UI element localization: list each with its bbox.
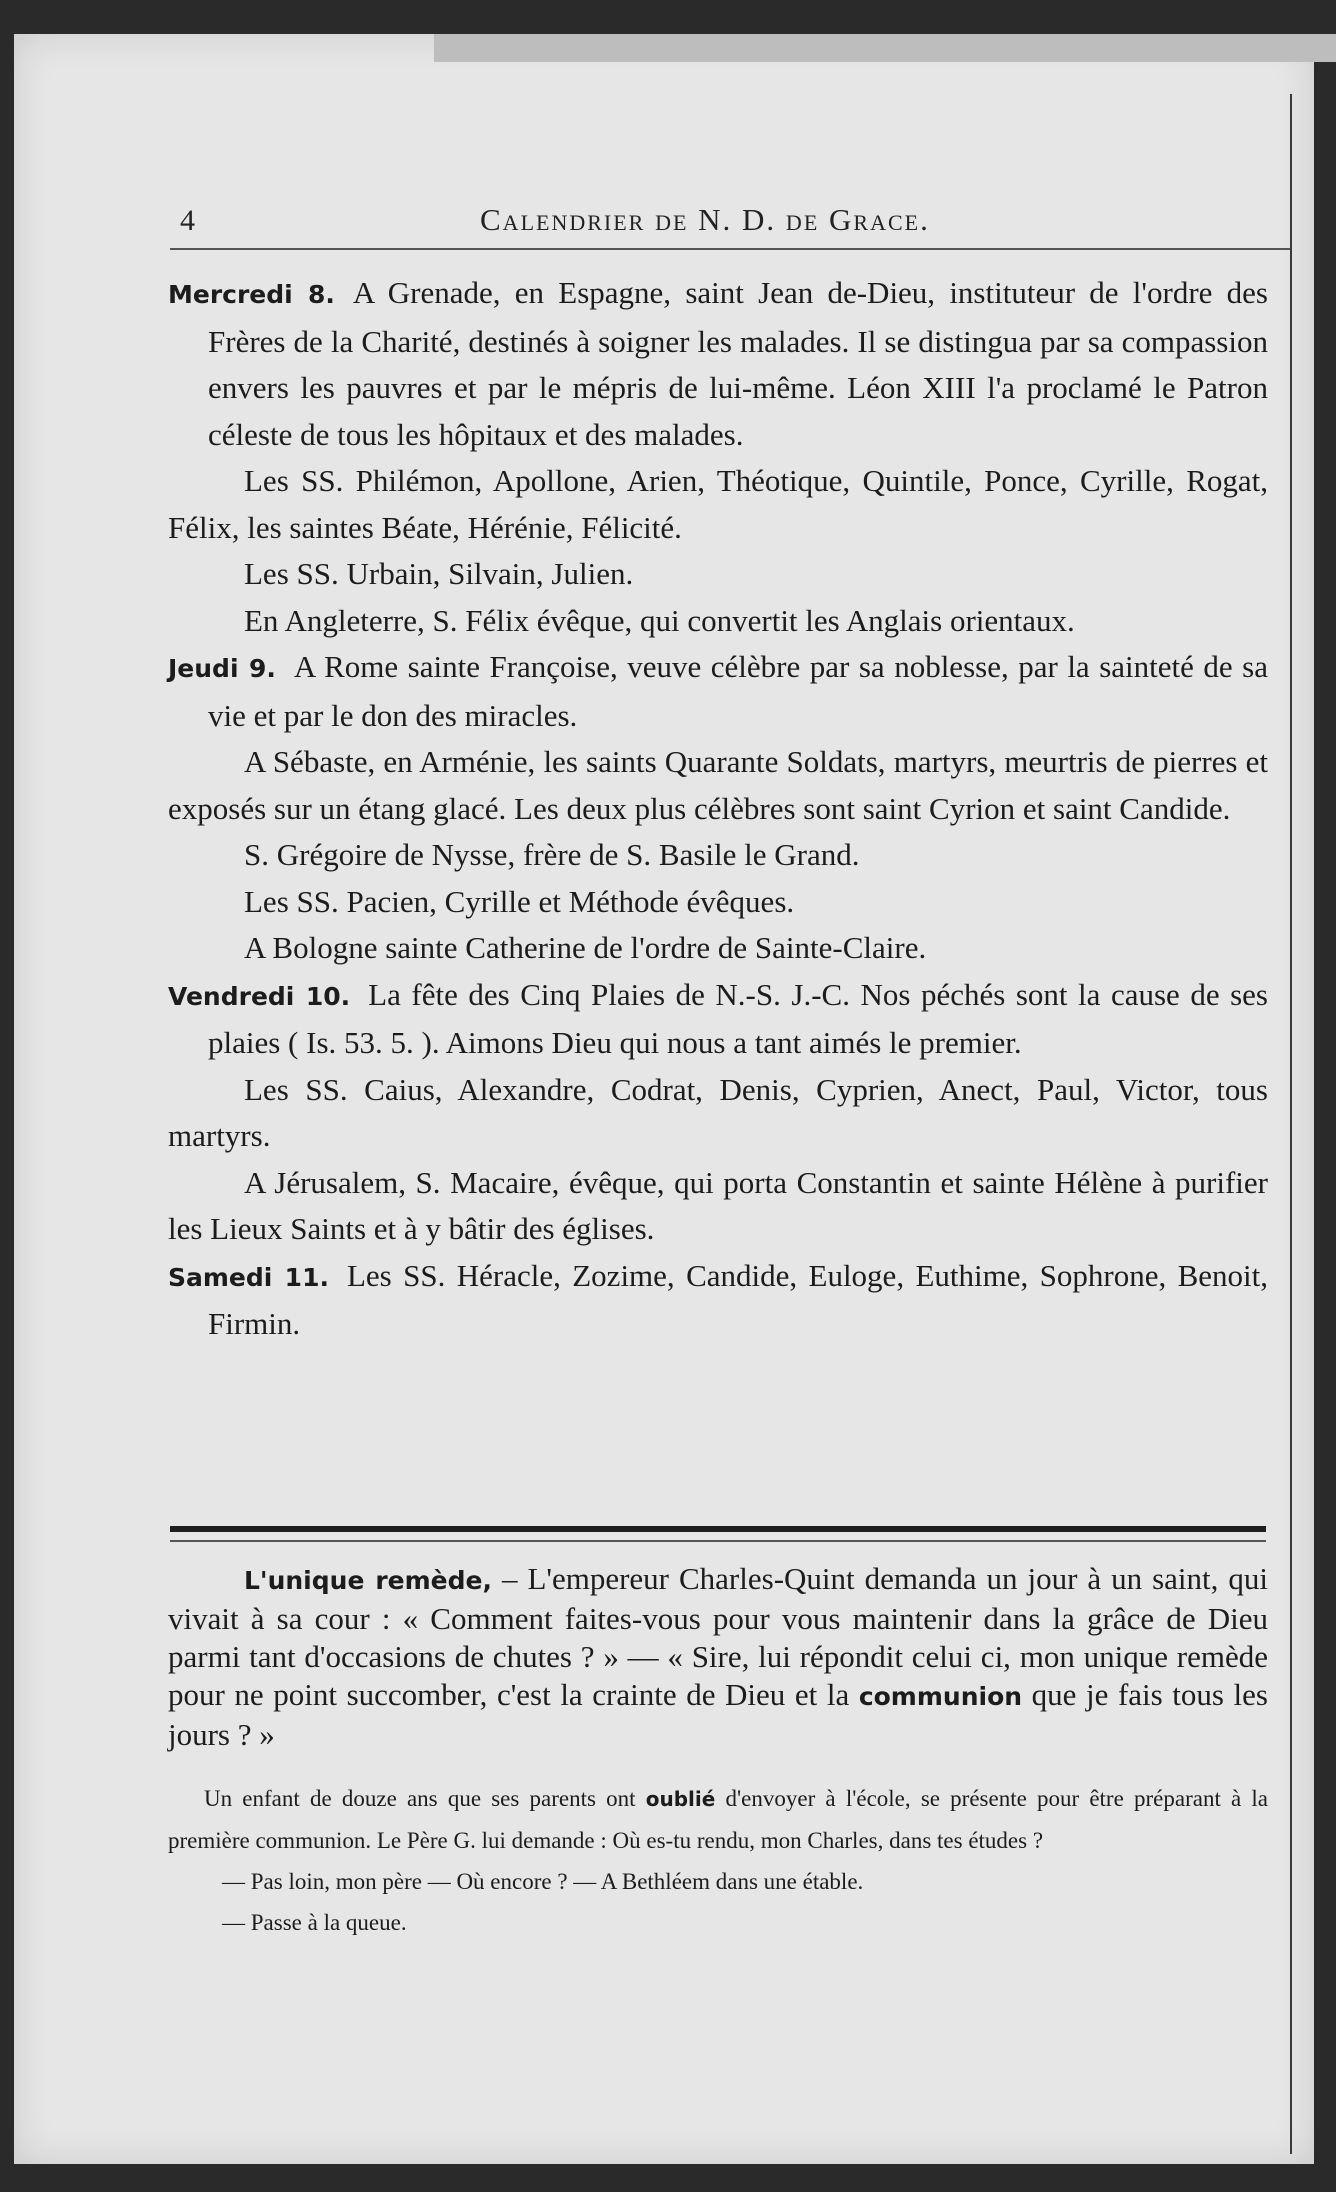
entry-text: A Sébaste, en Arménie, les saints Quarante Soldats, martyrs, meurtris de pierres et exposés sur un étang glacé. Les deux plus célèbres sont saint Cyrion et saint Candide. <box>168 744 1268 826</box>
entry-text: Les SS. Caius, Alexandre, Codrat, Denis, Cyprien, Anect, Paul, Victor, tous martyrs. <box>168 1071 1268 1153</box>
scan-top-strip <box>434 34 1336 62</box>
entry-paragraph <box>168 551 1268 598</box>
entry-paragraph <box>168 1160 1268 1253</box>
entry-paragraph <box>168 1067 1268 1160</box>
anecdote-title: L'unique remède, <box>244 1566 492 1595</box>
day-label: Mercredi 8. <box>168 280 335 309</box>
entry-text: En Angleterre, S. Félix évêque, qui convertit les Anglais orientaux. <box>244 602 1075 638</box>
entry-text: Les SS. Pacien, Cyrille et Méthode évêques. <box>244 883 795 919</box>
small-bold-word: oublié <box>645 1787 716 1811</box>
small-text: Un enfant de douze ans que ses parents ont <box>204 1786 636 1811</box>
anecdote-text: – L'empereur Charles-Quint demanda un jour à un saint, qui vivait à sa cour : « Comment faites-vous pour vous maintenir dans la grâce de Dieu parmi tant d'occasions de chutes ? » — « Sire, lui répondit celui ci, mon unique remède pour ne point succomber, c'est la crainte de Dieu et la <box>168 1561 1269 1712</box>
entry-mercredi-8 <box>168 270 1268 458</box>
header-rule <box>170 248 1290 250</box>
entry-text: Les SS. Philémon, Apollone, Arien, Théotique, Quintile, Ponce, Cyrille, Rogat, Félix, les saintes Béate, Hérénie, Félicité. <box>168 463 1268 545</box>
entry-text: A Bologne sainte Catherine de l'ordre de Sainte-Claire. <box>244 930 927 965</box>
entry-text: A Jérusalem, S. Macaire, évêque, qui porta Constantin et sainte Hélène à purifier les Lieux Saints et à y bâtir des églises. <box>168 1164 1268 1246</box>
entry-paragraph <box>168 598 1268 645</box>
entry-text: Les SS. Héracle, Zozime, Candide, Euloge, Euthime, Sophrone, Benoit, Firmin. <box>208 1257 1268 1341</box>
small-anecdote <box>168 1778 1268 1943</box>
entry-text: A Rome sainte Françoise, veuve célèbre par sa noblesse, par la sainteté de sa vie et par le don des miracles. <box>208 649 1268 733</box>
dialog-line: — Pas loin, mon père — Où encore ? — A Bethléem dans une étable. <box>222 1869 864 1894</box>
anecdote-bold-word: communion <box>858 1682 1023 1711</box>
entry-jeudi-9 <box>168 644 1268 739</box>
entry-paragraph <box>168 832 1268 879</box>
dialog-line: — Passe à la queue. <box>222 1910 407 1935</box>
day-label: Jeudi 9. <box>168 654 276 683</box>
entry-text: Les SS. Urbain, Silvain, Julien. <box>244 556 634 591</box>
page-header <box>160 190 1290 246</box>
entry-paragraph <box>168 739 1268 832</box>
section-divider <box>170 1526 1266 1542</box>
entry-samedi-11 <box>168 1253 1268 1348</box>
running-title: Calendrier de N. D. de Grace. <box>480 202 930 237</box>
day-label: Vendredi 10. <box>168 981 351 1011</box>
day-label: Samedi 11. <box>168 1262 329 1292</box>
page-edge-line <box>1290 94 1292 2154</box>
page-number: 4 <box>180 204 195 237</box>
entry-paragraph <box>168 879 1268 926</box>
anecdote-paragraph <box>168 1560 1268 1754</box>
entry-text: S. Grégoire de Nysse, frère de S. Basile le Grand. <box>244 837 860 872</box>
calendar-entries <box>168 270 1268 1348</box>
entry-paragraph <box>168 458 1268 551</box>
entry-text: La fête des Cinq Plaies de N.-S. J.-C. Nos péchés sont la cause de ses plaies ( Is. 53. 5. ). Aimons Dieu qui nous a tant aimés le premier. <box>208 976 1268 1060</box>
small-paragraph <box>168 1778 1268 1861</box>
entry-paragraph <box>168 925 1268 972</box>
entry-vendredi-10 <box>168 972 1268 1067</box>
entry-text: A Grenade, en Espagne, saint Jean de-Dieu, instituteur de l'ordre des Frères de la Charité, destinés à soigner les malades. Il se distingua par sa compassion envers les pauvres et par le mépris de lui-même. Léon XIII l'a proclamé le Patron céleste de tous les hôpitaux et des malades. <box>208 275 1268 452</box>
anecdote-text-end: que je fais tous les jours ? » <box>168 1677 1268 1752</box>
small-text-end: d'envoyer à l'école, se présente pour être préparant à la première communion. Le Père G. lui demande : Où es-tu rendu, mon Charles, dans tes études ? <box>168 1786 1269 1853</box>
